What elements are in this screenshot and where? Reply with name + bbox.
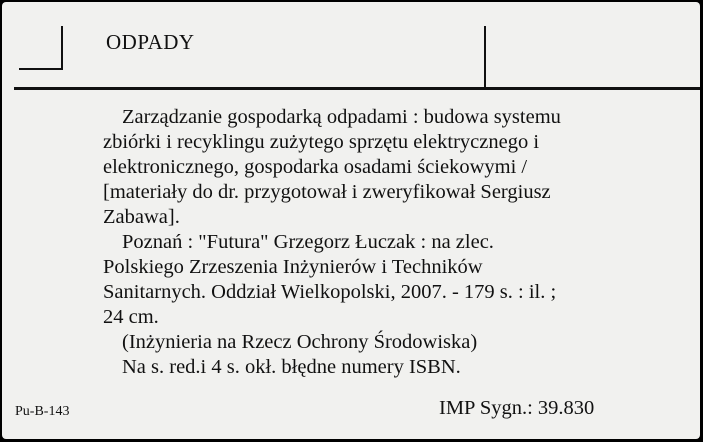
note-line: Na s. red.i 4 s. okł. błędne numery ISBN. [122, 356, 461, 378]
title-line-3: elektronicznego, gospodarka osadami ściekowymi / [103, 156, 528, 178]
publication-line-1: Poznań : "Futura" Grzegorz Łuczak : na zlec. [122, 231, 494, 253]
header-divider [484, 26, 486, 88]
record-body [103, 105, 643, 380]
publication-line-3: Sanitarnych. Oddział Wielkopolski, 2007. - 179 s. : il. ; [103, 281, 557, 303]
corner-bracket-mark [19, 26, 63, 70]
series-line: (Inżynieria na Rzecz Ochrony Środowiska) [122, 331, 478, 353]
title-line-2: zbiórki i recyklingu zużytego sprzętu elektrycznego i [103, 131, 540, 153]
horizontal-rule [14, 87, 700, 90]
publication-line-4: 24 cm. [103, 306, 159, 328]
title-line-4: [materiały do dr. przygotował i zweryfikował Sergiusz [103, 181, 551, 203]
publication-line-2: Polskiego Zrzeszenia Inżynierów i Techników [103, 256, 483, 278]
title-line-5: Zabawa]. [103, 206, 180, 228]
subject-heading: ODPADY [106, 30, 195, 54]
catalog-card [2, 2, 700, 439]
title-line-1: Zarządzanie gospodarką odpadami : budowa systemu [122, 106, 561, 128]
signature-number: IMP Sygn.: 39.830 [439, 397, 595, 419]
card-id: Pu-B-143 [15, 404, 70, 419]
